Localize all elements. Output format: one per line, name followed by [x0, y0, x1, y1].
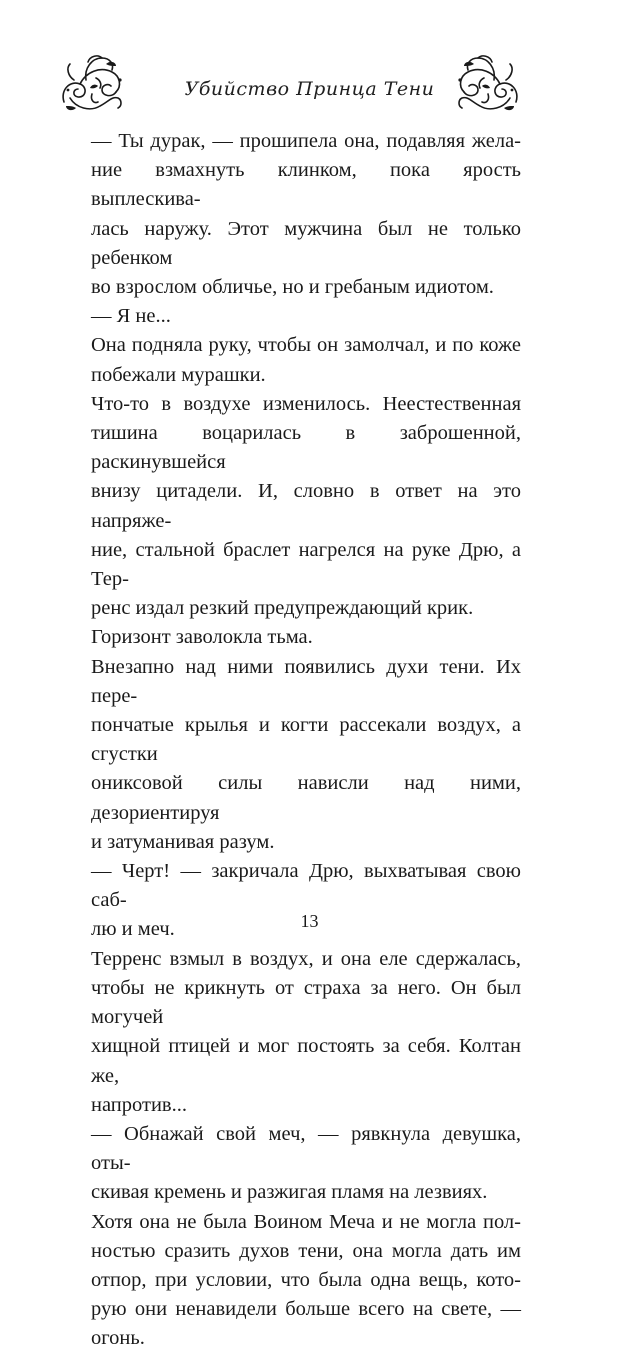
text-line: отпор, при условии, что была одна вещь, кото-	[91, 1268, 521, 1291]
paragraph	[91, 653, 521, 857]
running-header	[0, 50, 619, 120]
paragraph	[91, 945, 521, 1120]
running-title: Убийство Принца Тени	[184, 78, 435, 100]
paragraph	[91, 390, 521, 624]
text-line: Она подняла руку, чтобы он замолчал, и по коже	[91, 334, 521, 357]
text-line: — Ты дурак, — прошипела она, подавляя жела-	[91, 130, 521, 152]
text-line: ностью сразить духов тени, она могла дать им	[91, 1239, 521, 1262]
text-line: ренс издал резкий предупреждающий крик.	[91, 597, 474, 620]
text-line: и затуманивая разум.	[91, 830, 275, 853]
page-number: 13	[300, 911, 319, 931]
text-line: тишина воцарилась в заброшенной, раскинувшейся	[91, 422, 521, 474]
text-line: огонь.	[91, 1327, 145, 1350]
paragraph	[91, 302, 521, 331]
paragraph	[91, 1208, 521, 1354]
text-line: Внезапно над ними появились духи тени. Их пере-	[91, 655, 521, 707]
text-line: ониксовой силы нависли над ними, дезориентируя	[91, 772, 521, 824]
text-line: ние взмахнуть клинком, пока ярость выплескива-	[91, 159, 521, 211]
text-line: напротив...	[91, 1093, 187, 1116]
text-line: лась наружу. Этот мужчина был не только ребенком	[91, 217, 521, 269]
floral-ornament-icon	[452, 50, 524, 120]
text-line: Горизонт заволокла тьма.	[91, 626, 313, 649]
text-line: ние, стальной браслет нагрелся на руке Дрю, а Тер-	[91, 538, 521, 591]
paragraph	[91, 127, 521, 302]
paragraph	[91, 331, 521, 389]
text-line: Хотя она не была Воином Меча и не могла пол-	[91, 1210, 521, 1233]
text-line: скивая кремень и разжигая пламя на лезвиях.	[91, 1181, 488, 1204]
text-line: во взрослом обличье, но и гребаным идиотом.	[91, 276, 494, 299]
text-line: — Я не...	[91, 305, 171, 328]
text-line: хищной птицей и мог постоять за себя. Колтан же,	[91, 1035, 521, 1087]
text-line: — Обнажай свой меч, — рявкнула девушка, оты-	[91, 1122, 521, 1175]
text-line: лю и меч.	[91, 918, 175, 941]
text-line: чтобы не крикнуть от страха за него. Он был могучей	[91, 976, 521, 1029]
text-line: пончатые крылья и когти рассекали воздух, а сгустки	[91, 714, 521, 766]
text-line: побежали мурашки.	[91, 363, 266, 386]
text-line: рую они ненавидели больше всего на свете, —	[91, 1298, 521, 1321]
text-line: внизу цитадели. И, словно в ответ на это напряже-	[91, 480, 521, 532]
paragraph	[91, 623, 521, 652]
text-line: Терренс взмыл в воздух, и она еле сдержалась,	[91, 947, 521, 970]
body-text	[91, 127, 521, 1354]
text-line: Что-то в воздухе изменилось. Неестественная	[91, 392, 521, 415]
text-line: — Черт! — закричала Дрю, выхватывая свою саб-	[91, 860, 521, 912]
paragraph	[91, 1120, 521, 1208]
